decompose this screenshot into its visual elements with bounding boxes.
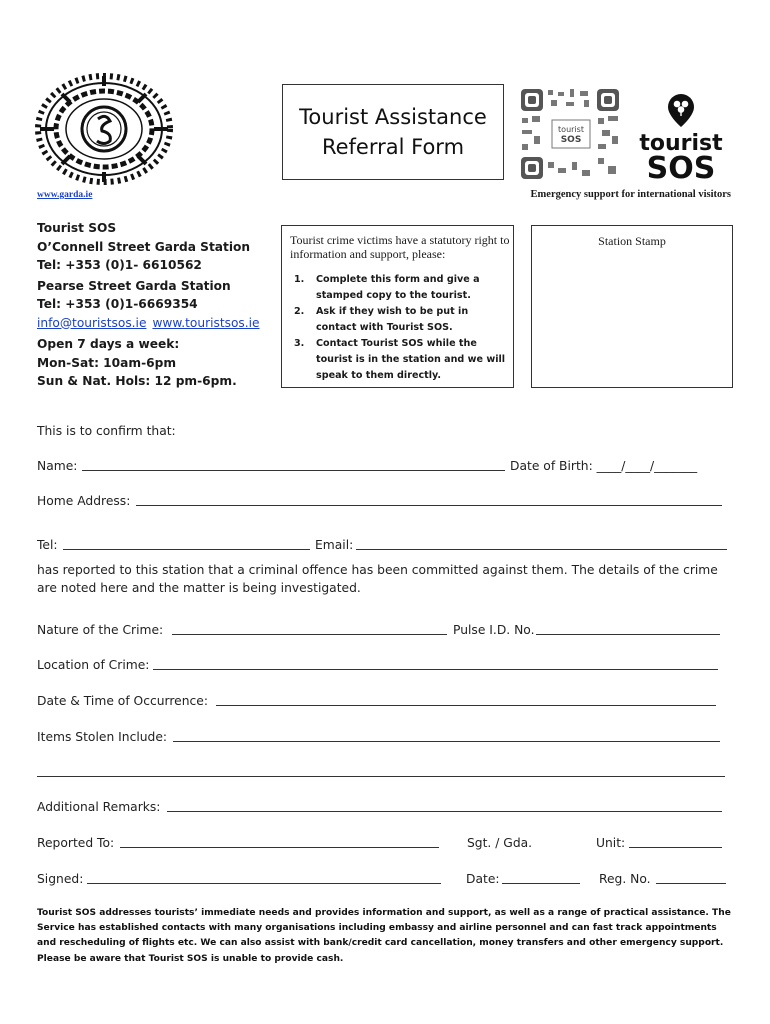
station-stamp-label: Station Stamp [598,234,666,248]
unit-field[interactable] [629,847,722,848]
signed-label: Signed: [37,872,84,886]
step-text: Contact Tourist SOS while the tourist is in the station and we will speak to them directly. [316,338,506,381]
email-field[interactable] [356,549,727,550]
step-number: 1. [294,274,305,285]
step-number: 2. [294,306,305,317]
station2-tel: Tel: +353 (0)1-6669354 [37,297,198,311]
form-title-line1: Tourist Assistance [299,105,487,129]
opening-hours-weekday: Mon-Sat: 10am-6pm [37,355,177,370]
tel-field[interactable] [63,549,310,550]
unit-label: Unit: [596,836,626,850]
date-of-birth-field[interactable]: Date of Birth: ____/____/_______ [510,459,698,473]
tel-label: Tel: [37,538,58,552]
location-field[interactable] [153,669,718,670]
station2-name: Pearse Street Garda Station [37,278,231,293]
datetime-field[interactable] [216,705,716,706]
qr-label-sos: SOS [560,135,582,145]
opening-days: Open 7 days a week: [37,337,180,351]
sgt-gda-label: Sgt. / Gda. [467,836,533,850]
station1-tel: Tel: +353 (0)1- 6610562 [37,258,202,272]
contact-name: Tourist SOS [37,221,117,235]
logo-text-sos: SOS [646,151,716,180]
items-stolen-label: Items Stolen Include: [37,730,168,744]
step-number: 3. [294,338,305,349]
footer-note: Tourist SOS addresses tourists’ immediate needs and provides information and support, as well as a range of practical assistance. The Service has established contacts with many organisations including embassy and airline personnel and can fast track appointments and rescheduling of flights etc. We can also assist with bank/credit card cancellation, money transfers and other emergency support. Please be aware that Tourist SOS is unable to provide cash. [37,908,731,964]
instruction-step [294,272,508,304]
qr-code [518,86,622,182]
nature-of-crime-label: Nature of the Crime: [37,623,164,637]
instructions-box [281,225,514,388]
reported-to-field[interactable] [120,847,439,848]
confirm-text: This is to confirm that: [37,424,176,438]
pulse-id-label: Pulse I.D. No. [453,623,535,637]
website-link[interactable]: www.touristsos.ie [152,315,260,330]
items-stolen-field-extra[interactable] [37,776,725,777]
garda-website-link[interactable]: www.garda.ie [37,190,93,200]
reg-no-field[interactable] [656,883,726,884]
instructions-list [294,272,508,384]
nature-of-crime-field[interactable] [172,634,447,635]
step-text: Complete this form and give a stamped copy to the tourist. [316,274,480,301]
items-stolen-field[interactable] [173,741,720,742]
tourist-sos-logo [635,92,727,180]
qr-label-tourist: tourist [558,125,584,134]
date-field[interactable] [502,883,580,884]
form-title-box [282,84,504,180]
signed-field[interactable] [87,883,441,884]
home-address-field[interactable] [136,505,722,506]
name-field[interactable] [82,470,505,471]
instructions-intro: Tourist crime victims have a statutory right to information and support, please: [290,233,510,261]
station1-name: O’Connell Street Garda Station [37,239,251,254]
instruction-step [294,336,508,384]
email-label: Email: [315,538,354,552]
tagline: Emergency support for international visitors [530,189,731,200]
date-label: Date: [466,872,500,886]
form-title-line2: Referral Form [321,135,465,159]
logo-text-tourist: tourist [639,131,723,156]
datetime-label: Date & Time of Occurrence: [37,694,209,708]
contact-links [37,314,277,333]
pulse-id-field[interactable] [536,634,720,635]
email-link[interactable]: info@touristsos.ie [37,315,147,330]
garda-seal-logo [34,72,174,186]
reported-to-label: Reported To: [37,836,115,850]
opening-hours-holiday: Sun & Nat. Hols: 12 pm-6pm. [37,374,237,388]
home-address-label: Home Address: [37,494,131,508]
reg-no-label: Reg. No. [599,872,651,886]
step-text: Ask if they wish to be put in contact with Tourist SOS. [316,306,469,333]
location-label: Location of Crime: [37,658,150,672]
station-stamp-box[interactable] [531,225,733,388]
statement-text: has reported to this station that a criminal offence has been committed against them. The details of the crime are noted here and the matter is being investigated. [37,563,718,595]
contact-block [37,219,277,391]
additional-remarks-field[interactable] [167,811,722,812]
instruction-step [294,304,508,336]
additional-remarks-label: Additional Remarks: [37,800,161,814]
name-label: Name: [37,459,78,473]
